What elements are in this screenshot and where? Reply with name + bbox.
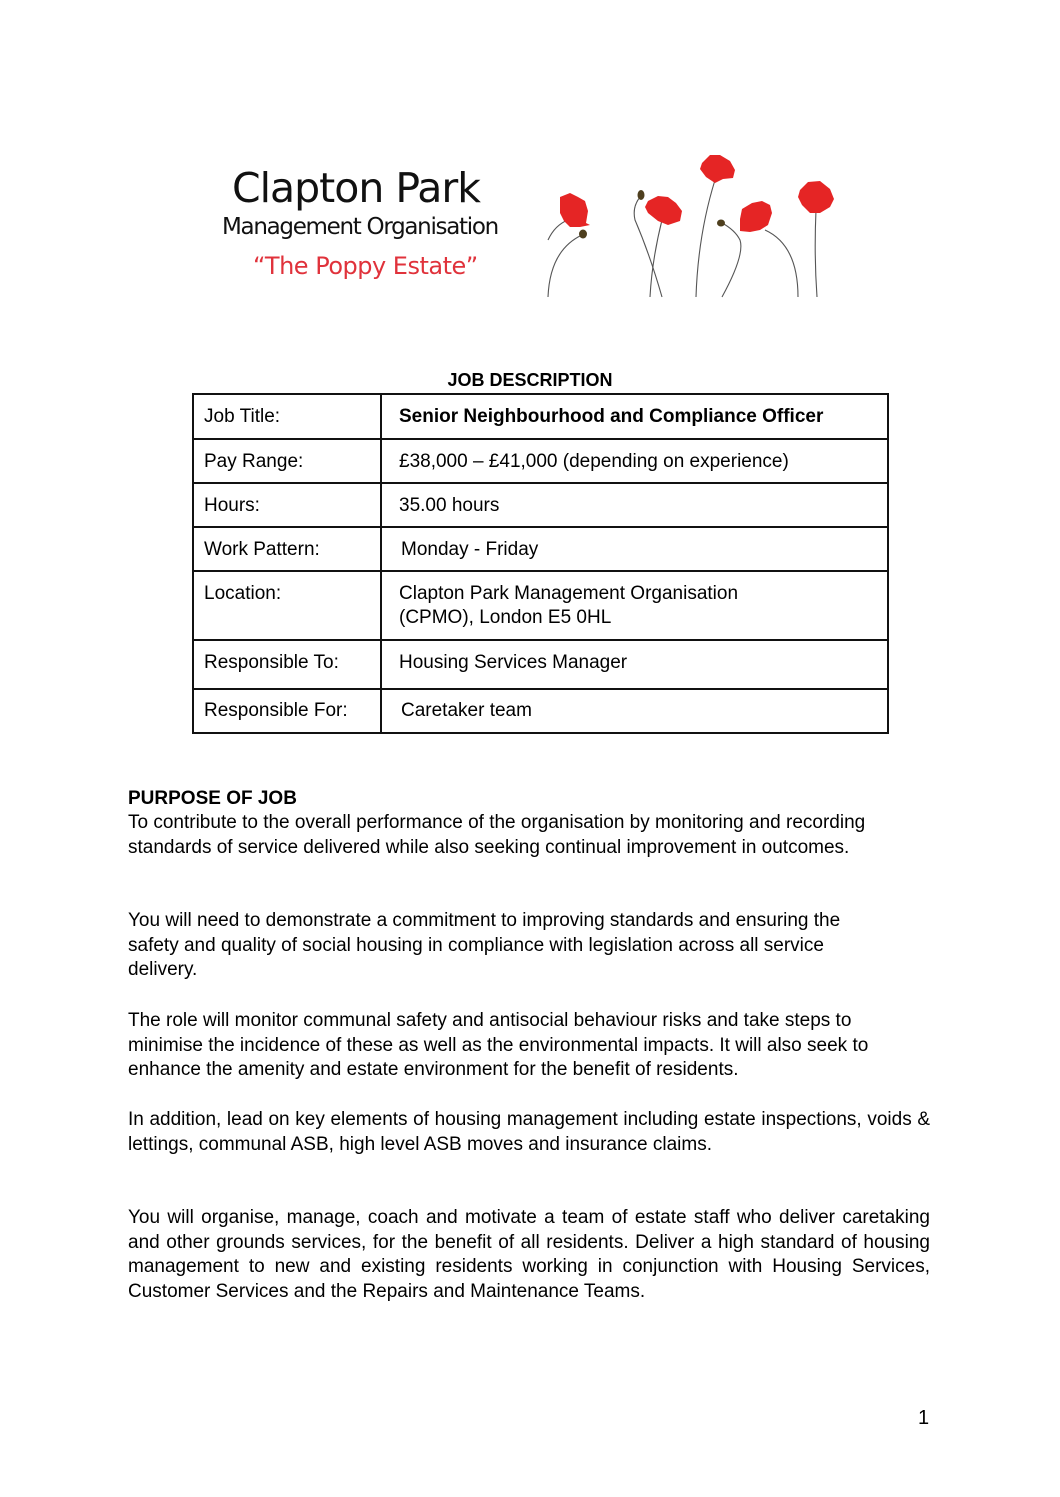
row-label: Responsible To: [193,640,381,689]
row-value [381,571,888,640]
row-label: Responsible For: [193,689,381,733]
table-row-location [193,571,888,640]
purpose-paragraph-1: To contribute to the overall performance of the organisation by monitoring and recording standards of service delivered while also seeking continual improvement in outcomes. [128,812,866,858]
purpose-paragraph-2: You will need to demonstrate a commitment to improving standards and ensuring the safety and quality of social housing in compliance with legislation across all service delivery. [128,910,841,981]
logo-organisation: Management Organisation [222,214,498,240]
poppies-illustration-icon [540,145,840,305]
table-row-hours [193,483,888,527]
purpose-paragraph-3: The role will monitor communal safety and antisocial behaviour risks and take steps to minimise the incidence of these as well as the environmental impacts. It will also seek to enhance the amenity and estate environment for the benefit of residents. [128,1010,869,1081]
table-row-work-pattern [193,527,888,571]
table-row-pay-range [193,439,888,483]
table-row-responsible-to [193,640,888,689]
location-line-2: (CPMO), London E5 0HL [399,607,612,628]
row-label: Hours: [193,483,381,527]
row-label: Work Pattern: [193,527,381,571]
row-label: Job Title: [193,394,381,439]
row-label: Location: [193,571,381,640]
logo-name: Clapton Park [232,164,480,212]
row-value: 35.00 hours [381,483,888,527]
logo-tagline: “The Poppy Estate” [253,252,478,280]
purpose-paragraph-4: In addition, lead on key elements of housing management including estate inspections, voids & lettings, communal ASB, high level ASB moves and insurance claims. [128,1109,930,1155]
row-value: Monday - Friday [381,527,888,571]
row-value: Senior Neighbourhood and Compliance Officer [381,394,888,439]
row-value: Caretaker team [381,689,888,733]
location-line-1: Clapton Park Management Organisation [399,583,739,604]
table-row-responsible-for [193,689,888,733]
row-value: £38,000 – £41,000 (depending on experience) [381,439,888,483]
document-heading: JOB DESCRIPTION [447,370,613,390]
table-row-job-title [193,394,888,439]
purpose-paragraph-5: You will organise, manage, coach and motivate a team of estate staff who deliver caretaking and other grounds services, for the benefit of all residents. Deliver a high standard of housing management to new and existing residents working in conjunction with Housing Services, Customer Services and the Repairs and Maintenance Teams. [128,1207,930,1302]
job-details-table [192,393,889,734]
row-value: Housing Services Manager [381,640,888,689]
row-label: Pay Range: [193,439,381,483]
purpose-section-title: PURPOSE OF JOB [128,788,297,809]
page-number: 1 [918,1407,930,1429]
